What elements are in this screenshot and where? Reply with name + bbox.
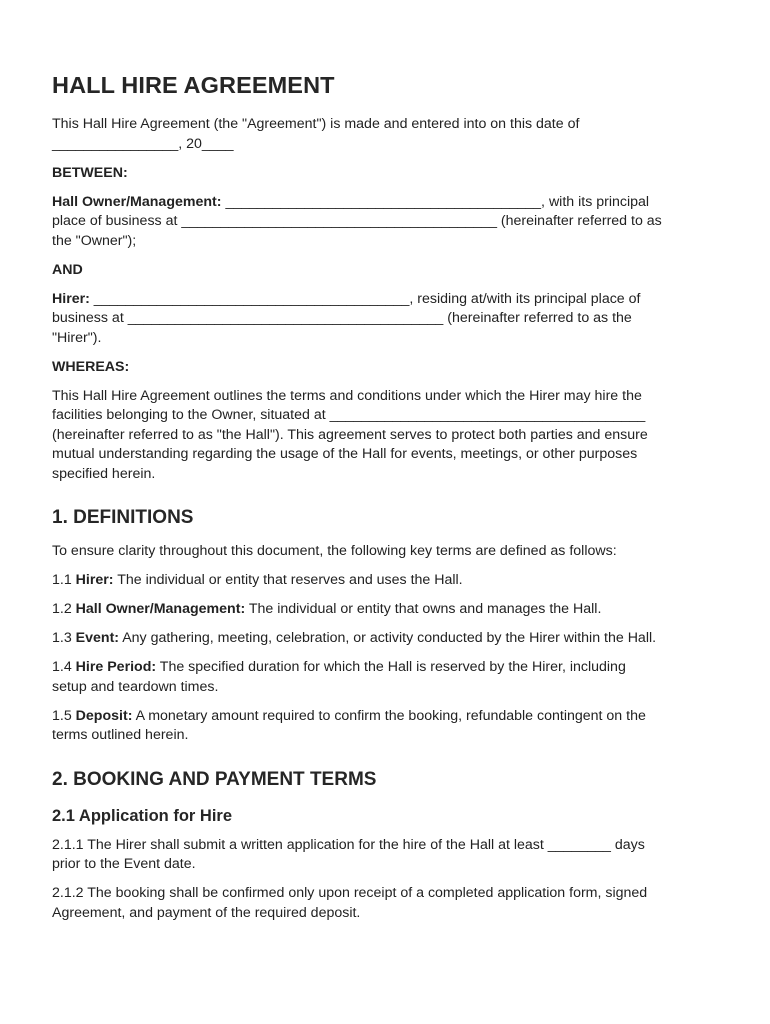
whereas-line-3: (hereinafter referred to as "the Hall"). This agreement serves to protect both parties and ensure [52, 426, 648, 443]
owner-line-2: place of business at ________________________________________ (hereinafter referred to as [52, 213, 662, 229]
definition-item [52, 629, 718, 649]
definition-term: Hirer: [75, 572, 114, 588]
intro-date-blank: ________________, 20____ [52, 135, 234, 152]
definition-term: Event: [75, 630, 120, 646]
definition-number: 1.4 [52, 659, 76, 675]
hirer-line-3: "Hirer"). [52, 329, 102, 346]
whereas-line-2: facilities belonging to the Owner, situated at ________________________________________ [52, 407, 646, 423]
definition-text: The individual or entity that owns and manages the Hall. [245, 601, 602, 617]
hirer-line-2: business at ________________________________________ (hereinafter referred to as the [52, 310, 632, 326]
hirer-label: Hirer: [52, 290, 90, 307]
clause-line-2: Agreement, and payment of the required deposit. [52, 904, 361, 921]
definition-text: A monetary amount required to confirm the booking, refundable contingent on the [132, 707, 646, 724]
definition-text-continued: setup and teardown times. [52, 678, 219, 695]
booking-heading: 2. BOOKING AND PAYMENT TERMS [52, 768, 377, 790]
definition-number: 1.2 [52, 601, 76, 617]
definitions-intro: To ensure clarity throughout this document, the following key terms are defined as follows: [52, 543, 617, 559]
clause-line-1: 2.1.1 The Hirer shall submit a written application for the hire of the Hall at least ________ days [52, 836, 645, 853]
owner-paragraph [52, 193, 718, 252]
definition-item [52, 600, 718, 620]
whereas-line-4: mutual understanding regarding the usage of the Hall for events, meetings, or other purposes [52, 446, 638, 462]
definition-item [52, 658, 718, 697]
and-heading: AND [52, 261, 83, 278]
hirer-line-1: ________________________________________, residing at/with its principal place of [89, 290, 641, 307]
owner-line-3: the "Owner"); [52, 232, 137, 249]
definition-term: Hire Period: [75, 659, 157, 675]
whereas-line-5: specified herein. [52, 465, 156, 482]
whereas-heading: WHEREAS: [52, 358, 130, 375]
owner-line-1: ________________________________________, with its principal [221, 193, 650, 210]
definition-item [52, 707, 718, 746]
document-title: HALL HIRE AGREEMENT [52, 72, 335, 98]
application-subheading: 2.1 Application for Hire [52, 806, 233, 825]
definition-text: The individual or entity that reserves and uses the Hall. [113, 572, 463, 588]
definitions-heading: 1. DEFINITIONS [52, 507, 194, 528]
intro-paragraph [52, 115, 718, 154]
definition-number: 1.3 [52, 630, 76, 646]
clause-line-2: prior to the Event date. [52, 856, 196, 872]
clause-paragraph [52, 884, 718, 923]
definition-term: Deposit: [75, 707, 133, 724]
definition-text-continued: terms outlined herein. [52, 727, 189, 743]
clause-line-1: 2.1.2 The booking shall be confirmed only upon receipt of a completed application form, signed [52, 885, 648, 901]
definition-number: 1.5 [52, 707, 76, 724]
clause-paragraph [52, 836, 718, 875]
intro-line-1: This Hall Hire Agreement (the "Agreement") is made and entered into on this date of [52, 116, 580, 132]
whereas-line-1: This Hall Hire Agreement outlines the terms and conditions under which the Hirer may hire the [52, 387, 642, 404]
owner-label: Hall Owner/Management: [52, 193, 222, 210]
whereas-paragraph [52, 387, 718, 485]
hirer-paragraph [52, 290, 718, 349]
definition-text: Any gathering, meeting, celebration, or activity conducted by the Hirer within the Hall. [119, 630, 657, 646]
definition-term: Hall Owner/Management: [75, 601, 246, 617]
definition-item [52, 571, 718, 591]
definition-text: The specified duration for which the Hall is reserved by the Hirer, including [156, 659, 626, 675]
between-heading: BETWEEN: [52, 164, 128, 181]
definition-number: 1.1 [52, 572, 76, 588]
